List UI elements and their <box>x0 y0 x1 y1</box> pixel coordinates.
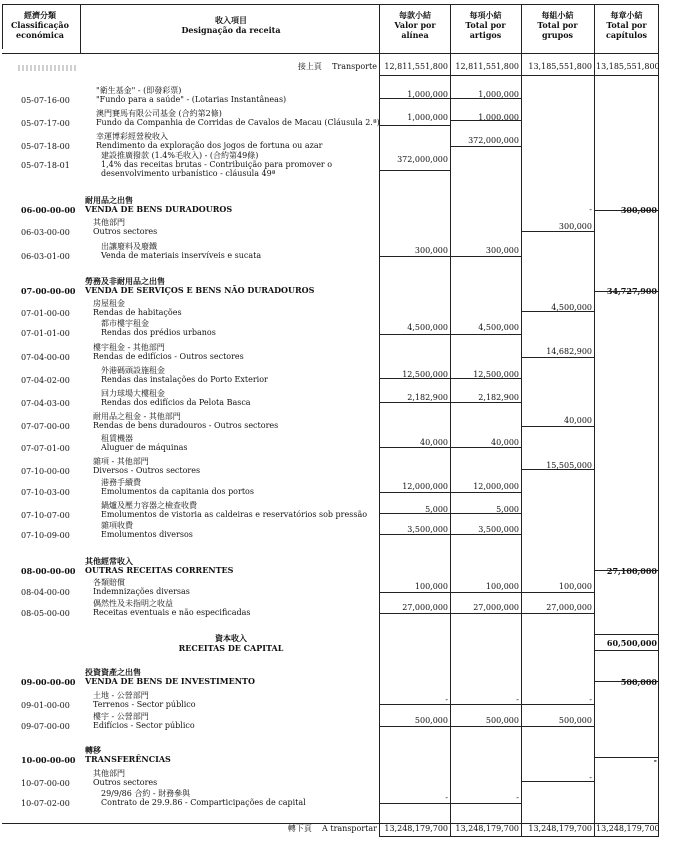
row-desc-line: desenvolvimento urbanístico - cláusula 49ª <box>101 169 276 178</box>
row-code: 07-04-02-00 <box>21 376 70 385</box>
transport-top-v1: 12,811,551,800 <box>384 62 448 71</box>
row-desc-line: Contrato de 29.9.86 - Comparticipações de capital <box>101 798 306 807</box>
row-value-v2: 1,000,000 <box>478 113 519 122</box>
row-value-v3: 40,000 <box>564 416 592 425</box>
row-code: 09-00-00-00 <box>21 677 76 687</box>
row-code: 10-07-02-00 <box>21 799 70 808</box>
row-value-v4: - <box>653 755 657 765</box>
row-value-v2: 300,000 <box>485 246 519 255</box>
row-desc-line: 雜項收費 <box>101 521 133 530</box>
cell-rule <box>521 781 594 782</box>
row-code: 07-01-00-00 <box>21 309 70 318</box>
row-value-v2: 500,000 <box>485 716 519 725</box>
cell-rule <box>379 170 450 171</box>
row-value-v4: 500,000 <box>620 677 657 687</box>
row-desc-line: 建設推廣撥款 (1.4%毛收入) - (合約第49條) <box>101 151 259 160</box>
header-col-alinea: 每款小結 Valor por alínea <box>394 10 436 40</box>
row-value-v2: 40,000 <box>491 438 519 447</box>
receitas-capital-line-bottom <box>594 650 658 651</box>
row-desc-line: VENDA DE BENS DURADOUROS <box>85 204 233 214</box>
header-col-grupos: 每組小結 Total por grupos <box>537 10 578 40</box>
transport-bottom-label: 轉下頁 A transportar <box>287 824 377 833</box>
row-value-v1: 1,000,000 <box>407 90 448 99</box>
cell-rule <box>450 120 521 121</box>
row-desc-line: 樓宇 - 公營部門 <box>93 712 149 721</box>
row-desc-line: Venda de materiais inservíveis e sucata <box>101 251 262 260</box>
transport-bottom-v4: 13,248,179,700 <box>596 824 660 833</box>
cell-rule <box>379 704 594 705</box>
cell-rule <box>379 334 521 335</box>
row-value-v1: - <box>445 695 448 704</box>
cell-rule <box>379 592 594 593</box>
row-desc-line: 耐用品之租金 - 其他部門 <box>93 412 181 421</box>
row-code: 07-04-03-00 <box>21 399 70 408</box>
right-border <box>658 4 659 837</box>
row-value-v3: - <box>589 695 592 704</box>
row-value-v2: 12,500,000 <box>473 370 519 379</box>
row-desc-line: "衛生基金" - (即發彩票) <box>96 86 182 95</box>
row-code: 07-07-01-00 <box>21 444 70 453</box>
row-code: 06-03-01-00 <box>21 252 70 261</box>
row-desc-line: Indemnizações diversas <box>93 587 190 596</box>
header-divider <box>2 53 658 54</box>
row-code: 07-01-01-00 <box>21 329 70 338</box>
row-desc-line: "Fundo para a saúde" - (Lotarias Instantâneas) <box>96 95 287 104</box>
cell-rule <box>450 98 521 99</box>
cell-rule <box>379 534 521 535</box>
row-value-v1: 27,000,000 <box>402 603 448 612</box>
row-desc-line: 房屋租金 <box>93 299 125 308</box>
col-divider-2 <box>450 4 451 837</box>
row-desc-line: 外港碼頭設施租金 <box>101 366 165 375</box>
row-desc-line: Rendas de habitações <box>93 308 182 317</box>
cell-rule <box>379 513 521 514</box>
row-code: 10-00-00-00 <box>21 755 76 765</box>
row-desc-line: Receitas eventuais e não especificadas <box>93 608 251 617</box>
row-desc-line: Rendas de edifícios - Outros sectores <box>93 352 244 361</box>
transport-top-v2: 12,811,551,800 <box>455 62 519 71</box>
row-value-v4: 300,000 <box>620 205 657 215</box>
row-code: 06-03-00-00 <box>21 228 70 237</box>
row-value-v1: 3,500,000 <box>407 525 448 534</box>
row-desc-line: Terrenos - Sector público <box>93 700 196 709</box>
row-code: 09-07-00-00 <box>21 722 70 731</box>
row-desc-line: Rendas dos edifícios da Pelota Basca <box>101 398 251 407</box>
transport-top-v4: 13,185,551,800 <box>596 62 660 71</box>
transport-bottom-underline <box>379 836 658 837</box>
row-code: 05-07-17-00 <box>21 119 70 128</box>
cell-rule <box>594 681 658 682</box>
row-desc-line: 幸運博彩經營稅收入 <box>96 132 168 141</box>
row-value-v1: 5,000 <box>425 505 448 514</box>
row-code: 07-10-09-00 <box>21 531 70 540</box>
row-desc-line: Aluguer de máquinas <box>101 443 188 452</box>
row-desc-line: Emolumentos diversos <box>101 530 193 539</box>
row-desc-line: 出讓廢料及廢鐵 <box>101 242 157 251</box>
row-code: 07-10-03-00 <box>21 488 70 497</box>
row-code: 08-00-00-00 <box>21 566 76 576</box>
row-value-v2: 12,000,000 <box>473 482 519 491</box>
transport-bottom-v3: 13,248,179,700 <box>528 824 592 833</box>
row-value-v3: 300,000 <box>558 222 592 231</box>
row-value-v2: 1,000,000 <box>478 90 519 99</box>
row-code: 08-04-00-00 <box>21 588 70 597</box>
row-desc-line: Edifícios - Sector público <box>93 721 195 730</box>
row-value-v2: 3,500,000 <box>478 525 519 534</box>
row-value-v3: 15,505,000 <box>546 461 592 470</box>
cell-rule <box>594 291 658 292</box>
row-desc-line: VENDA DE BENS DE INVESTIMENTO <box>85 676 255 686</box>
transport-top-label: 接上頁 Transporte <box>297 62 377 71</box>
row-value-v1: 4,500,000 <box>407 323 448 332</box>
row-desc-line: Fundo da Companhia de Corridas de Cavalos de Macau (Cláusula 2.ª) <box>96 118 380 127</box>
cell-rule <box>379 492 521 493</box>
cell-rule <box>379 726 594 727</box>
row-value-v1: 1,000,000 <box>407 113 448 122</box>
row-desc-line: 29/9/86 合約 - 財務參與 <box>101 789 191 798</box>
row-desc-line: Diversos - Outros sectores <box>93 466 201 475</box>
row-code: 10-07-00-00 <box>21 779 70 788</box>
cell-rule <box>450 146 521 147</box>
row-value-v3: 500,000 <box>558 716 592 725</box>
scan-noise <box>18 65 78 71</box>
col-divider-code <box>80 4 81 53</box>
row-value-v3: 14,682,900 <box>546 347 592 356</box>
row-value-v3: 27,000,000 <box>546 603 592 612</box>
row-value-v1: 300,000 <box>414 246 448 255</box>
row-desc-line: 鍋爐及壓力容器之檢查收費 <box>101 501 197 510</box>
row-code: 07-10-00-00 <box>21 467 70 476</box>
col-divider-4 <box>594 4 595 837</box>
row-code: 08-05-00-00 <box>21 609 70 618</box>
row-desc-line: 1,4% das receitas brutas - Contribuição para promover o <box>101 160 333 169</box>
row-desc-line: VENDA DE SERVIÇOS E BENS NÃO DURADOUROS <box>85 285 315 295</box>
row-desc-line: 港務手續費 <box>101 478 141 487</box>
row-value-v1: 100,000 <box>414 582 448 591</box>
row-value-v2: 4,500,000 <box>478 323 519 332</box>
row-value-v2: 100,000 <box>485 582 519 591</box>
row-desc-line: Rendas das instalações do Porto Exterior <box>101 375 268 384</box>
row-code: 05-07-16-00 <box>21 96 70 105</box>
row-desc-line: 其他部門 <box>93 218 125 227</box>
row-value-v3: - <box>589 205 592 214</box>
header-item: 收入項目 Designação da receita <box>181 15 281 35</box>
row-code: 09-01-00-00 <box>21 701 70 710</box>
row-value-v3: 100,000 <box>558 582 592 591</box>
row-code: 07-07-00-00 <box>21 422 70 431</box>
row-value-v2: - <box>516 793 519 802</box>
row-value-v1: 2,182,900 <box>407 393 448 402</box>
cell-rule <box>379 378 521 379</box>
row-value-v2: - <box>516 695 519 704</box>
row-desc-line: Outros sectores <box>93 778 158 787</box>
col-divider-1 <box>379 4 380 837</box>
header-code: 經濟分類 Classificação económica <box>11 10 69 40</box>
row-desc-line: 投資資產之出售 <box>85 667 141 677</box>
row-desc-line: 耐用品之出售 <box>85 195 133 205</box>
row-value-v2: 2,182,900 <box>478 393 519 402</box>
cell-rule <box>521 311 594 312</box>
row-value-v2: 27,000,000 <box>473 603 519 612</box>
cell-rule <box>521 231 594 232</box>
row-value-v3: - <box>589 773 592 782</box>
row-desc-line: 其他經常收入 <box>85 556 133 566</box>
row-desc-line: 澳門賽馬有限公司基金 (合約第2條) <box>96 109 222 118</box>
cell-rule <box>521 426 594 427</box>
row-value-v2: 372,000,000 <box>468 136 519 145</box>
row-value-v1: - <box>445 793 448 802</box>
row-code: 05-07-18-00 <box>21 142 70 151</box>
col-divider-3 <box>521 4 522 837</box>
row-value-v1: 12,000,000 <box>402 482 448 491</box>
row-desc-line: Rendimento da exploração dos jogos de fortuna ou azar <box>96 141 323 150</box>
row-code: 05-07-18-01 <box>21 161 70 170</box>
row-desc-line: Emolumentos de vistoria as caldeiras e reservatórios sob pressão <box>101 510 368 519</box>
row-code: 07-10-07-00 <box>21 511 70 520</box>
cell-rule <box>379 402 521 403</box>
top-border <box>2 4 658 5</box>
row-value-v4: 34,727,900 <box>606 286 657 296</box>
row-desc-line: 各類賠償 <box>93 578 125 587</box>
row-desc-line: Rendas de bens duradouros - Outros sectores <box>93 421 279 430</box>
cell-rule <box>379 256 521 257</box>
row-code: 07-00-00-00 <box>21 286 76 296</box>
cell-rule <box>379 125 450 126</box>
row-value-v1: 40,000 <box>420 438 448 447</box>
row-desc-line: 勞務及非耐用品之出售 <box>85 276 165 286</box>
row-value-v3: 4,500,000 <box>551 303 592 312</box>
cell-rule <box>594 757 658 758</box>
cell-rule <box>594 570 658 571</box>
transport-top-v3: 13,185,551,800 <box>528 62 592 71</box>
row-desc-line: 轉移 <box>85 745 101 755</box>
row-value-v4: 27,100,000 <box>606 566 657 576</box>
row-desc-line: 偶然性及未指明之收益 <box>93 599 173 608</box>
row-desc-line: 都市樓宇租金 <box>101 319 149 328</box>
row-desc-line: OUTRAS RECEITAS CORRENTES <box>85 565 234 575</box>
transport-bottom-v2: 13,248,179,700 <box>455 824 519 833</box>
row-desc-line: 雜項 - 其他部門 <box>93 457 149 466</box>
row-desc-line: TRANSFERÊNCIAS <box>85 754 171 764</box>
row-value-v1: 372,000,000 <box>397 155 448 164</box>
row-desc-line: 其他部門 <box>93 769 125 778</box>
header-col-artigos: 每項小結 Total por artigos <box>465 10 506 40</box>
row-desc-line: 土地 - 公營部門 <box>93 691 149 700</box>
row-value-v2: 5,000 <box>496 505 519 514</box>
row-desc-line: Emolumentos da capitania dos portos <box>101 487 254 496</box>
cell-rule <box>379 98 450 99</box>
cell-rule <box>379 613 594 614</box>
cell-rule <box>521 357 594 358</box>
row-desc-line: 回力球場大樓租金 <box>101 389 165 398</box>
row-value-v1: 500,000 <box>414 716 448 725</box>
receitas-capital-line-top <box>594 634 658 635</box>
cell-rule <box>521 469 594 470</box>
row-desc-line: 租賃機器 <box>101 434 133 443</box>
cell-rule <box>594 210 658 211</box>
row-value-v1: 12,500,000 <box>402 370 448 379</box>
header-col-capitulos: 每章小結 Total por capítulos <box>605 10 648 40</box>
row-desc-line: Outros sectores <box>93 227 158 236</box>
transport-bottom-v1: 13,248,179,700 <box>384 824 448 833</box>
row-code: 06-00-00-00 <box>21 205 76 215</box>
receitas-capital-title: 資本收入 RECEITAS DE CAPITAL <box>178 633 284 653</box>
row-desc-line: 樓宇租金 - 其他部門 <box>93 343 165 352</box>
cell-rule <box>379 447 521 448</box>
receitas-capital-total: 60,500,000 <box>606 638 657 648</box>
left-border <box>2 4 3 49</box>
row-code: 07-04-00-00 <box>21 353 70 362</box>
transport-top-underline <box>379 75 658 76</box>
cell-rule <box>379 803 521 804</box>
row-desc-line: Rendas dos prédios urbanos <box>101 328 216 337</box>
